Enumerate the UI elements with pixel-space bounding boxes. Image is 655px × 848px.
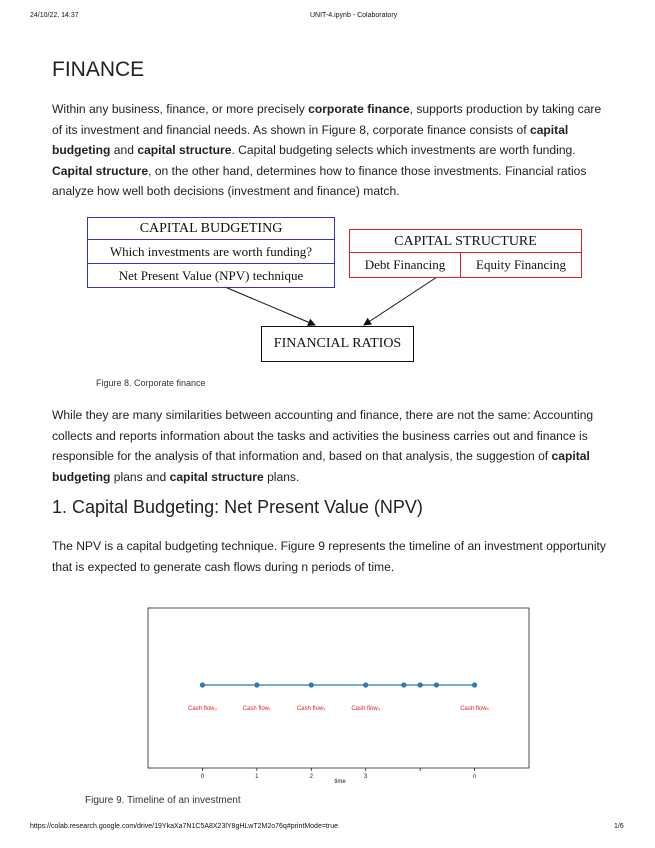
x-axis-label: time: [334, 779, 346, 785]
header-title: UNIT-4.ipynb - Colaboratory: [310, 12, 398, 19]
x-tick-label-1: 1: [255, 774, 259, 780]
capital-budgeting-technique: Net Present Value (NPV) technique: [118, 268, 304, 283]
npv-paragraph: The NPV is a capital budgeting technique. Figure 9 represents the timeline of an investment opportunity that is expected to generate cash flows during n periods of time.: [52, 539, 606, 574]
timeline-point-1: [254, 682, 259, 687]
cash-flow-label-1: Cash flow₁: [242, 706, 272, 712]
equity-financing-cell: Equity Financing: [476, 257, 566, 272]
arrow-structure-to-ratios: [364, 277, 437, 325]
debt-financing-cell: Debt Financing: [350, 253, 461, 277]
x-tick-label-2: 2: [309, 774, 313, 780]
capital-structure-title: CAPITAL STRUCTURE: [350, 230, 581, 253]
timeline-point-2: [309, 682, 314, 687]
capital-structure-box: [349, 229, 582, 278]
financial-ratios-box: FINANCIAL RATIOS: [261, 326, 414, 362]
page-title: FINANCE: [52, 58, 145, 81]
section-heading: 1. Capital Budgeting: Net Present Value (NPV): [52, 497, 423, 517]
timeline-chart: [140, 603, 535, 793]
cash-flow-label-7: Cash flowₙ: [460, 706, 489, 712]
timeline-point-5: [418, 682, 423, 687]
figure-9-caption: Figure 9. Timeline of an investment: [85, 795, 241, 806]
x-tick-label-0: 0: [200, 774, 205, 780]
cash-flow-label-0: Cash flow₀: [188, 706, 217, 712]
header-datetime: 24/10/22, 14:37: [30, 12, 79, 19]
x-tick-label-5: n: [472, 774, 477, 780]
capital-budgeting-box: [87, 217, 335, 288]
timeline-point-6: [434, 682, 439, 687]
arrow-budgeting-to-ratios: [225, 287, 315, 325]
x-tick-label-3: 3: [364, 774, 368, 780]
capital-budgeting-title: CAPITAL BUDGETING: [88, 218, 334, 240]
cash-flow-label-3: Cash flow₃: [351, 706, 381, 712]
cash-flow-label-2: Cash flow₂: [296, 706, 326, 712]
timeline-point-3: [363, 682, 368, 687]
chart-frame: [148, 608, 529, 768]
timeline-point-4: [401, 682, 406, 687]
figure-8-caption: Figure 8. Corporate finance: [96, 378, 206, 388]
intro-paragraph: Within any business, finance, or more precisely corporate finance, supports production by taking care of its investment and financial needs. As shown in Figure 8, corporate finance consists of capital budgeting and capital structure. Capital budgeting selects which investments are worth funding. Capital structure, on the other hand, determines how to finance those investments. Financial ratios analyze how well both decisions (investment and finance) match.: [52, 102, 602, 198]
footer-url[interactable]: https://colab.research.google.com/drive/19YkaXa7N1C5A8X23lY8gHLwT2M2o76q#printMode=true: [30, 823, 338, 830]
footer-page-number: 1/6: [614, 823, 624, 830]
timeline-point-7: [472, 682, 477, 687]
accounting-paragraph: While they are many similarities between accounting and finance, there are not the same: Accounting collects and reports information about the tasks and activities the business carries out and finance is responsible for the analysis of that information and, based on that analysis, the suggestion of capital budgeting plans and capital structure plans.: [52, 408, 594, 484]
capital-budgeting-question: Which investments are worth funding?: [88, 240, 334, 264]
timeline-point-0: [200, 682, 205, 687]
